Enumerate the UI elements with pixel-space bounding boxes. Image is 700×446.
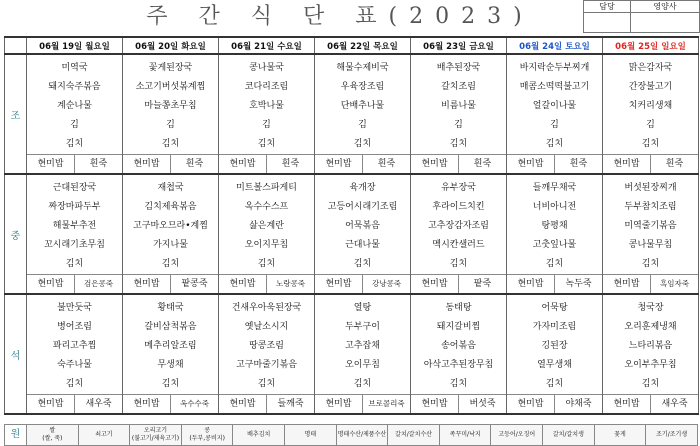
origin-item: 콩: [204, 427, 211, 434]
origin-col-5: [285, 425, 337, 446]
dish-item: 고구마오므라•계찜: [133, 221, 208, 231]
dish-item: 깅된장: [541, 341, 568, 351]
day-date: 06월 21일: [231, 41, 275, 52]
rice-item: 현미밥: [421, 279, 448, 289]
porridge-item: 녹두죽: [554, 275, 602, 293]
dish-item: 유부장국: [441, 183, 476, 193]
dish-item: 김치: [65, 259, 84, 269]
rice-porridge-row: [219, 274, 314, 293]
meal-label-2: 석: [5, 294, 27, 414]
dish-item: 불만둣국: [57, 303, 92, 313]
dish-item: 코다리조림: [244, 82, 289, 92]
menu-cell: [123, 174, 219, 294]
dish-list: [123, 295, 218, 394]
dish-list: [603, 55, 698, 154]
porridge-item: 강낭콩죽: [362, 275, 410, 293]
dish-list: [315, 55, 410, 154]
dish-item: 김치: [449, 139, 468, 149]
origin-col-3: [181, 425, 233, 446]
menu-cell: [219, 174, 315, 294]
origin-col-11: [594, 425, 646, 446]
dish-item: 단배추나물: [340, 101, 385, 111]
origin-sub: (두부,콩비지): [189, 435, 225, 442]
dish-item: 짜장마파두부: [48, 202, 101, 212]
dish-item: 꼬시래기초무침: [44, 240, 105, 250]
origin-sub: (불고기/제육고기): [131, 435, 180, 442]
rice-porridge-row: [411, 154, 506, 173]
dish-item: 해물부추전: [52, 221, 97, 231]
menu-table: [4, 36, 699, 415]
origin-table: [4, 424, 698, 446]
menu-cell: [603, 174, 699, 294]
dish-item: 가지나물: [153, 240, 188, 250]
day-name: 화요일: [181, 41, 206, 52]
dish-list: [27, 55, 122, 154]
porridge-item: 흰죽: [458, 155, 506, 173]
rice-porridge-row: [219, 394, 314, 413]
rice-item: 현미밥: [325, 399, 352, 409]
dish-item: 돼지갈비찜: [436, 322, 481, 332]
menu-cell: [411, 54, 507, 174]
dish-item: 간장불고기: [628, 82, 673, 92]
rice-porridge-row: [507, 274, 602, 293]
day-name: 일요일: [661, 41, 686, 52]
dish-item: 고등어시래기조림: [327, 202, 398, 212]
rice-item: 현미밥: [133, 159, 160, 169]
approval-sign-2: [630, 13, 699, 33]
menu-cell: [219, 54, 315, 174]
porridge-item: 흰죽: [554, 155, 602, 173]
rice-item: 현미밥: [229, 399, 256, 409]
day-header-1: [123, 37, 219, 54]
dish-item: 오이부추무침: [624, 360, 677, 370]
day-date: 06월 24일: [519, 41, 563, 52]
porridge-item: 버섯죽: [458, 395, 506, 413]
approval-box: [583, 0, 700, 33]
dish-item: 호박나물: [249, 101, 284, 111]
dish-item: 김: [70, 120, 79, 130]
dish-item: 아삭고추된장무침: [423, 360, 494, 370]
dish-item: 꽃게된장국: [148, 63, 193, 73]
porridge-item: 브로콜리죽: [362, 395, 410, 413]
menu-cell: [27, 294, 123, 414]
dish-item: 고추장감자조림: [428, 221, 489, 231]
dish-item: 송어볶음: [441, 341, 476, 351]
approval-sign-1: [584, 13, 631, 33]
dish-item: 버섯된장찌개: [624, 183, 677, 193]
dish-item: 청국장: [637, 303, 664, 313]
dish-list: [603, 295, 698, 394]
porridge-item: 흰죽: [74, 155, 122, 173]
dish-item: 계순나물: [57, 101, 92, 111]
dish-item: 너비아니전: [532, 202, 577, 212]
origin-col-10: [543, 425, 595, 446]
dish-item: 콩나물무침: [628, 240, 673, 250]
dish-item: 미역국: [61, 63, 88, 73]
dish-item: 김: [646, 120, 655, 130]
day-name: 금요일: [469, 41, 494, 52]
rice-porridge-row: [315, 154, 410, 173]
corner-cell: [5, 37, 27, 54]
dish-list: [507, 175, 602, 274]
dish-item: 고춧잎나물: [532, 240, 577, 250]
rice-item: 현미밥: [613, 159, 640, 169]
porridge-item: 흰죽: [170, 155, 218, 173]
dish-item: 김치: [353, 259, 372, 269]
porridge-item: 흰죽: [650, 155, 698, 173]
porridge-item: 새우죽: [74, 395, 122, 413]
dish-item: 미트볼스파게티: [236, 183, 297, 193]
rice-item: 현미밥: [517, 159, 544, 169]
dish-item: 멕시칸샐러드: [432, 240, 485, 250]
dish-list: [27, 295, 122, 394]
day-date: 06월 22일: [327, 41, 371, 52]
dish-item: 육개장: [349, 183, 376, 193]
day-date: 06월 20일: [135, 41, 179, 52]
porridge-item: 옥수수죽: [170, 395, 218, 413]
rice-porridge-row: [123, 394, 218, 413]
dish-item: 느타리볶음: [628, 341, 673, 351]
dish-item: 무생채: [157, 360, 184, 370]
dish-item: 김치: [545, 259, 564, 269]
origin-col-0: [27, 425, 79, 446]
rice-porridge-row: [507, 394, 602, 413]
meal-label-0: 조: [5, 54, 27, 174]
dish-item: 후라이드치킨: [432, 202, 485, 212]
dish-item: 건새우아욱된장국: [231, 303, 302, 313]
dish-item: 황태국: [157, 303, 184, 313]
rice-porridge-row: [315, 274, 410, 293]
dish-item: 갈비삼척볶음: [144, 322, 197, 332]
dish-item: 우육장조림: [340, 82, 385, 92]
dish-item: 동태탕: [445, 303, 472, 313]
rice-porridge-row: [603, 154, 698, 173]
porridge-item: 흰죽: [266, 155, 314, 173]
rice-item: 현미밥: [133, 399, 160, 409]
day-name: 목요일: [373, 41, 398, 52]
rice-item: 현미밥: [517, 279, 544, 289]
origin-item: 족꾸미/낙지: [449, 431, 481, 438]
day-header-6: [603, 37, 699, 54]
porridge-item: 팥죽: [458, 275, 506, 293]
porridge-item: 들깨죽: [266, 395, 314, 413]
dish-item: 김치: [65, 379, 84, 389]
origin-item: 배추김치: [247, 431, 271, 438]
dish-item: 해물수제비국: [336, 63, 389, 73]
menu-cell: [411, 294, 507, 414]
menu-cell: [27, 174, 123, 294]
porridge-item: 팥콩죽: [170, 275, 218, 293]
porridge-item: 흑임자죽: [650, 275, 698, 293]
day-date: 06월 25일: [615, 41, 659, 52]
rice-porridge-row: [27, 154, 122, 173]
dish-item: 재첩국: [157, 183, 184, 193]
origin-item: 쌀: [49, 427, 56, 434]
page-title: 주 간 식 단 표(2023): [146, 4, 534, 29]
dish-item: 비름나물: [441, 101, 476, 111]
dish-item: 김치: [641, 259, 660, 269]
origin-item: 갈치/갈치생: [552, 431, 584, 438]
day-date: 06월 23일: [423, 41, 467, 52]
dish-list: [315, 295, 410, 394]
menu-cell: [507, 174, 603, 294]
dish-item: 얼갈이나물: [532, 101, 577, 111]
dish-list: [411, 55, 506, 154]
origin-item: 꽃게: [614, 431, 626, 438]
rice-item: 현미밥: [133, 279, 160, 289]
dish-item: 배추된장국: [436, 63, 481, 73]
rice-porridge-row: [27, 274, 122, 293]
rice-item: 현미밥: [613, 399, 640, 409]
dish-item: 옥수수스프: [244, 202, 289, 212]
dish-item: 열무생채: [537, 360, 572, 370]
rice-item: 현미밥: [613, 279, 640, 289]
origin-col-2: [130, 425, 182, 446]
day-name: 수요일: [277, 41, 302, 52]
dish-item: 치커리생채: [628, 101, 673, 111]
dish-list: [411, 295, 506, 394]
dish-item: 마늘쫑초무침: [144, 101, 197, 111]
dish-item: 김치제육볶음: [144, 202, 197, 212]
approval-label-1: 담당: [584, 1, 631, 13]
approval-label-2: 영양사: [630, 1, 699, 13]
menu-cell: [123, 54, 219, 174]
dish-item: 소고기버섯볶계찜: [135, 82, 206, 92]
dish-item: 숙주나물: [57, 360, 92, 370]
dish-list: [123, 175, 218, 274]
menu-cell: [603, 54, 699, 174]
dish-item: 김: [454, 120, 463, 130]
origin-label: 원: [5, 425, 27, 446]
menu-cell: [219, 294, 315, 414]
day-header-5: [507, 37, 603, 54]
menu-cell: [27, 54, 123, 174]
origin-item: 조기/조기생: [656, 431, 688, 438]
menu-cell: [411, 174, 507, 294]
porridge-item: 노랑콩죽: [266, 275, 314, 293]
dish-item: 꽈리고추찜: [52, 341, 97, 351]
dish-item: 땅콩조림: [249, 341, 284, 351]
dish-item: 김치: [257, 379, 276, 389]
rice-porridge-row: [603, 394, 698, 413]
rice-porridge-row: [411, 394, 506, 413]
dish-item: 갈치조림: [441, 82, 476, 92]
dish-item: 삶은계란: [249, 221, 284, 231]
dish-item: 김치: [353, 139, 372, 149]
dish-list: [219, 295, 314, 394]
menu-cell: [507, 294, 603, 414]
rice-item: 현미밥: [517, 399, 544, 409]
day-header-3: [315, 37, 411, 54]
menu-cell: [123, 294, 219, 414]
dish-item: 김치: [353, 379, 372, 389]
origin-item: 갈치/갈치수산: [395, 431, 432, 438]
rice-porridge-row: [123, 274, 218, 293]
origin-item: 명태수산/제품수산: [337, 431, 387, 438]
origin-col-9: [491, 425, 543, 446]
dish-list: [27, 175, 122, 274]
dish-item: 오리훈제냉채: [624, 322, 677, 332]
dish-item: 미역줄기볶음: [624, 221, 677, 231]
origin-sub: (쌀, 죽): [42, 435, 63, 442]
rice-porridge-row: [27, 394, 122, 413]
menu-cell: [507, 54, 603, 174]
origin-col-4: [233, 425, 285, 446]
dish-list: [123, 55, 218, 154]
porridge-item: 새우죽: [650, 395, 698, 413]
dish-item: 병어조림: [57, 322, 92, 332]
day-date: 06월 19일: [39, 41, 83, 52]
dish-item: 김치: [161, 259, 180, 269]
dish-list: [507, 295, 602, 394]
origin-col-12: [646, 425, 698, 446]
dish-item: 탕평채: [541, 221, 568, 231]
rice-item: 현미밥: [325, 279, 352, 289]
origin-col-7: [388, 425, 440, 446]
porridge-item: 흰죽: [362, 155, 410, 173]
dish-list: [315, 175, 410, 274]
dish-item: 김치: [641, 379, 660, 389]
dish-item: 김치: [161, 379, 180, 389]
dish-item: 김치: [449, 379, 468, 389]
menu-cell: [315, 174, 411, 294]
dish-item: 두부참치조림: [624, 202, 677, 212]
origin-item: 쇠고기: [95, 431, 113, 438]
rice-item: 현미밥: [325, 159, 352, 169]
dish-item: 열탕: [353, 303, 372, 313]
menu-cell: [315, 294, 411, 414]
rice-item: 현미밥: [421, 159, 448, 169]
rice-item: 현미밥: [37, 399, 64, 409]
dish-item: 근대나물: [345, 240, 380, 250]
dish-list: [219, 55, 314, 154]
dish-item: 김치: [545, 379, 564, 389]
dish-item: 김: [166, 120, 175, 130]
dish-item: 바지락순두부찌개: [519, 63, 590, 73]
day-header-2: [219, 37, 315, 54]
dish-list: [507, 55, 602, 154]
dish-item: 돼지숙주볶음: [48, 82, 101, 92]
dish-list: [603, 175, 698, 274]
rice-porridge-row: [315, 394, 410, 413]
rice-item: 현미밥: [37, 159, 64, 169]
dish-item: 김: [262, 120, 271, 130]
dish-item: 고추잡채: [345, 341, 380, 351]
origin-item: 오리고기: [143, 427, 168, 434]
dish-item: 오이지무침: [244, 240, 289, 250]
rice-item: 현미밥: [229, 279, 256, 289]
rice-porridge-row: [219, 154, 314, 173]
origin-col-1: [78, 425, 130, 446]
dish-item: 옛날소시지: [244, 322, 289, 332]
meal-label-1: 중: [5, 174, 27, 294]
dish-item: 들깨무채국: [532, 183, 577, 193]
origin-col-6: [336, 425, 388, 446]
dish-list: [411, 175, 506, 274]
dish-item: 콩나물국: [249, 63, 284, 73]
dish-item: 가자미조림: [532, 322, 577, 332]
origin-item: 고등어/오징어: [498, 431, 536, 438]
dish-item: 두부구이: [345, 322, 380, 332]
dish-item: 어묵탕: [541, 303, 568, 313]
dish-item: 고구마줄기볶음: [236, 360, 297, 370]
day-name: 월요일: [85, 41, 110, 52]
day-header-4: [411, 37, 507, 54]
dish-item: 김치: [257, 139, 276, 149]
porridge-item: 야채죽: [554, 395, 602, 413]
dish-item: 김치: [545, 139, 564, 149]
dish-item: 메추리알조림: [144, 341, 197, 351]
porridge-item: 검은콩죽: [74, 275, 122, 293]
dish-list: [219, 175, 314, 274]
dish-item: 오이무침: [345, 360, 380, 370]
dish-item: 김: [358, 120, 367, 130]
origin-item: 명태: [304, 431, 317, 438]
rice-item: 현미밥: [421, 399, 448, 409]
dish-item: 매콤소떡떡불고기: [519, 82, 590, 92]
origin-col-8: [439, 425, 491, 446]
dish-item: 김치: [257, 259, 276, 269]
rice-porridge-row: [123, 154, 218, 173]
dish-item: 김치: [641, 139, 660, 149]
rice-porridge-row: [603, 274, 698, 293]
menu-cell: [315, 54, 411, 174]
rice-porridge-row: [411, 274, 506, 293]
dish-item: 김치: [449, 259, 468, 269]
dish-item: 김: [550, 120, 559, 130]
day-name: 토요일: [565, 41, 590, 52]
day-header-0: [27, 37, 123, 54]
dish-item: 김치: [65, 139, 84, 149]
rice-porridge-row: [507, 154, 602, 173]
rice-item: 현미밥: [229, 159, 256, 169]
dish-item: 근대된장국: [52, 183, 97, 193]
menu-cell: [603, 294, 699, 414]
dish-item: 맑은감자국: [628, 63, 673, 73]
dish-item: 김치: [161, 139, 180, 149]
dish-item: 어묵볶음: [345, 221, 380, 231]
rice-item: 현미밥: [37, 279, 64, 289]
